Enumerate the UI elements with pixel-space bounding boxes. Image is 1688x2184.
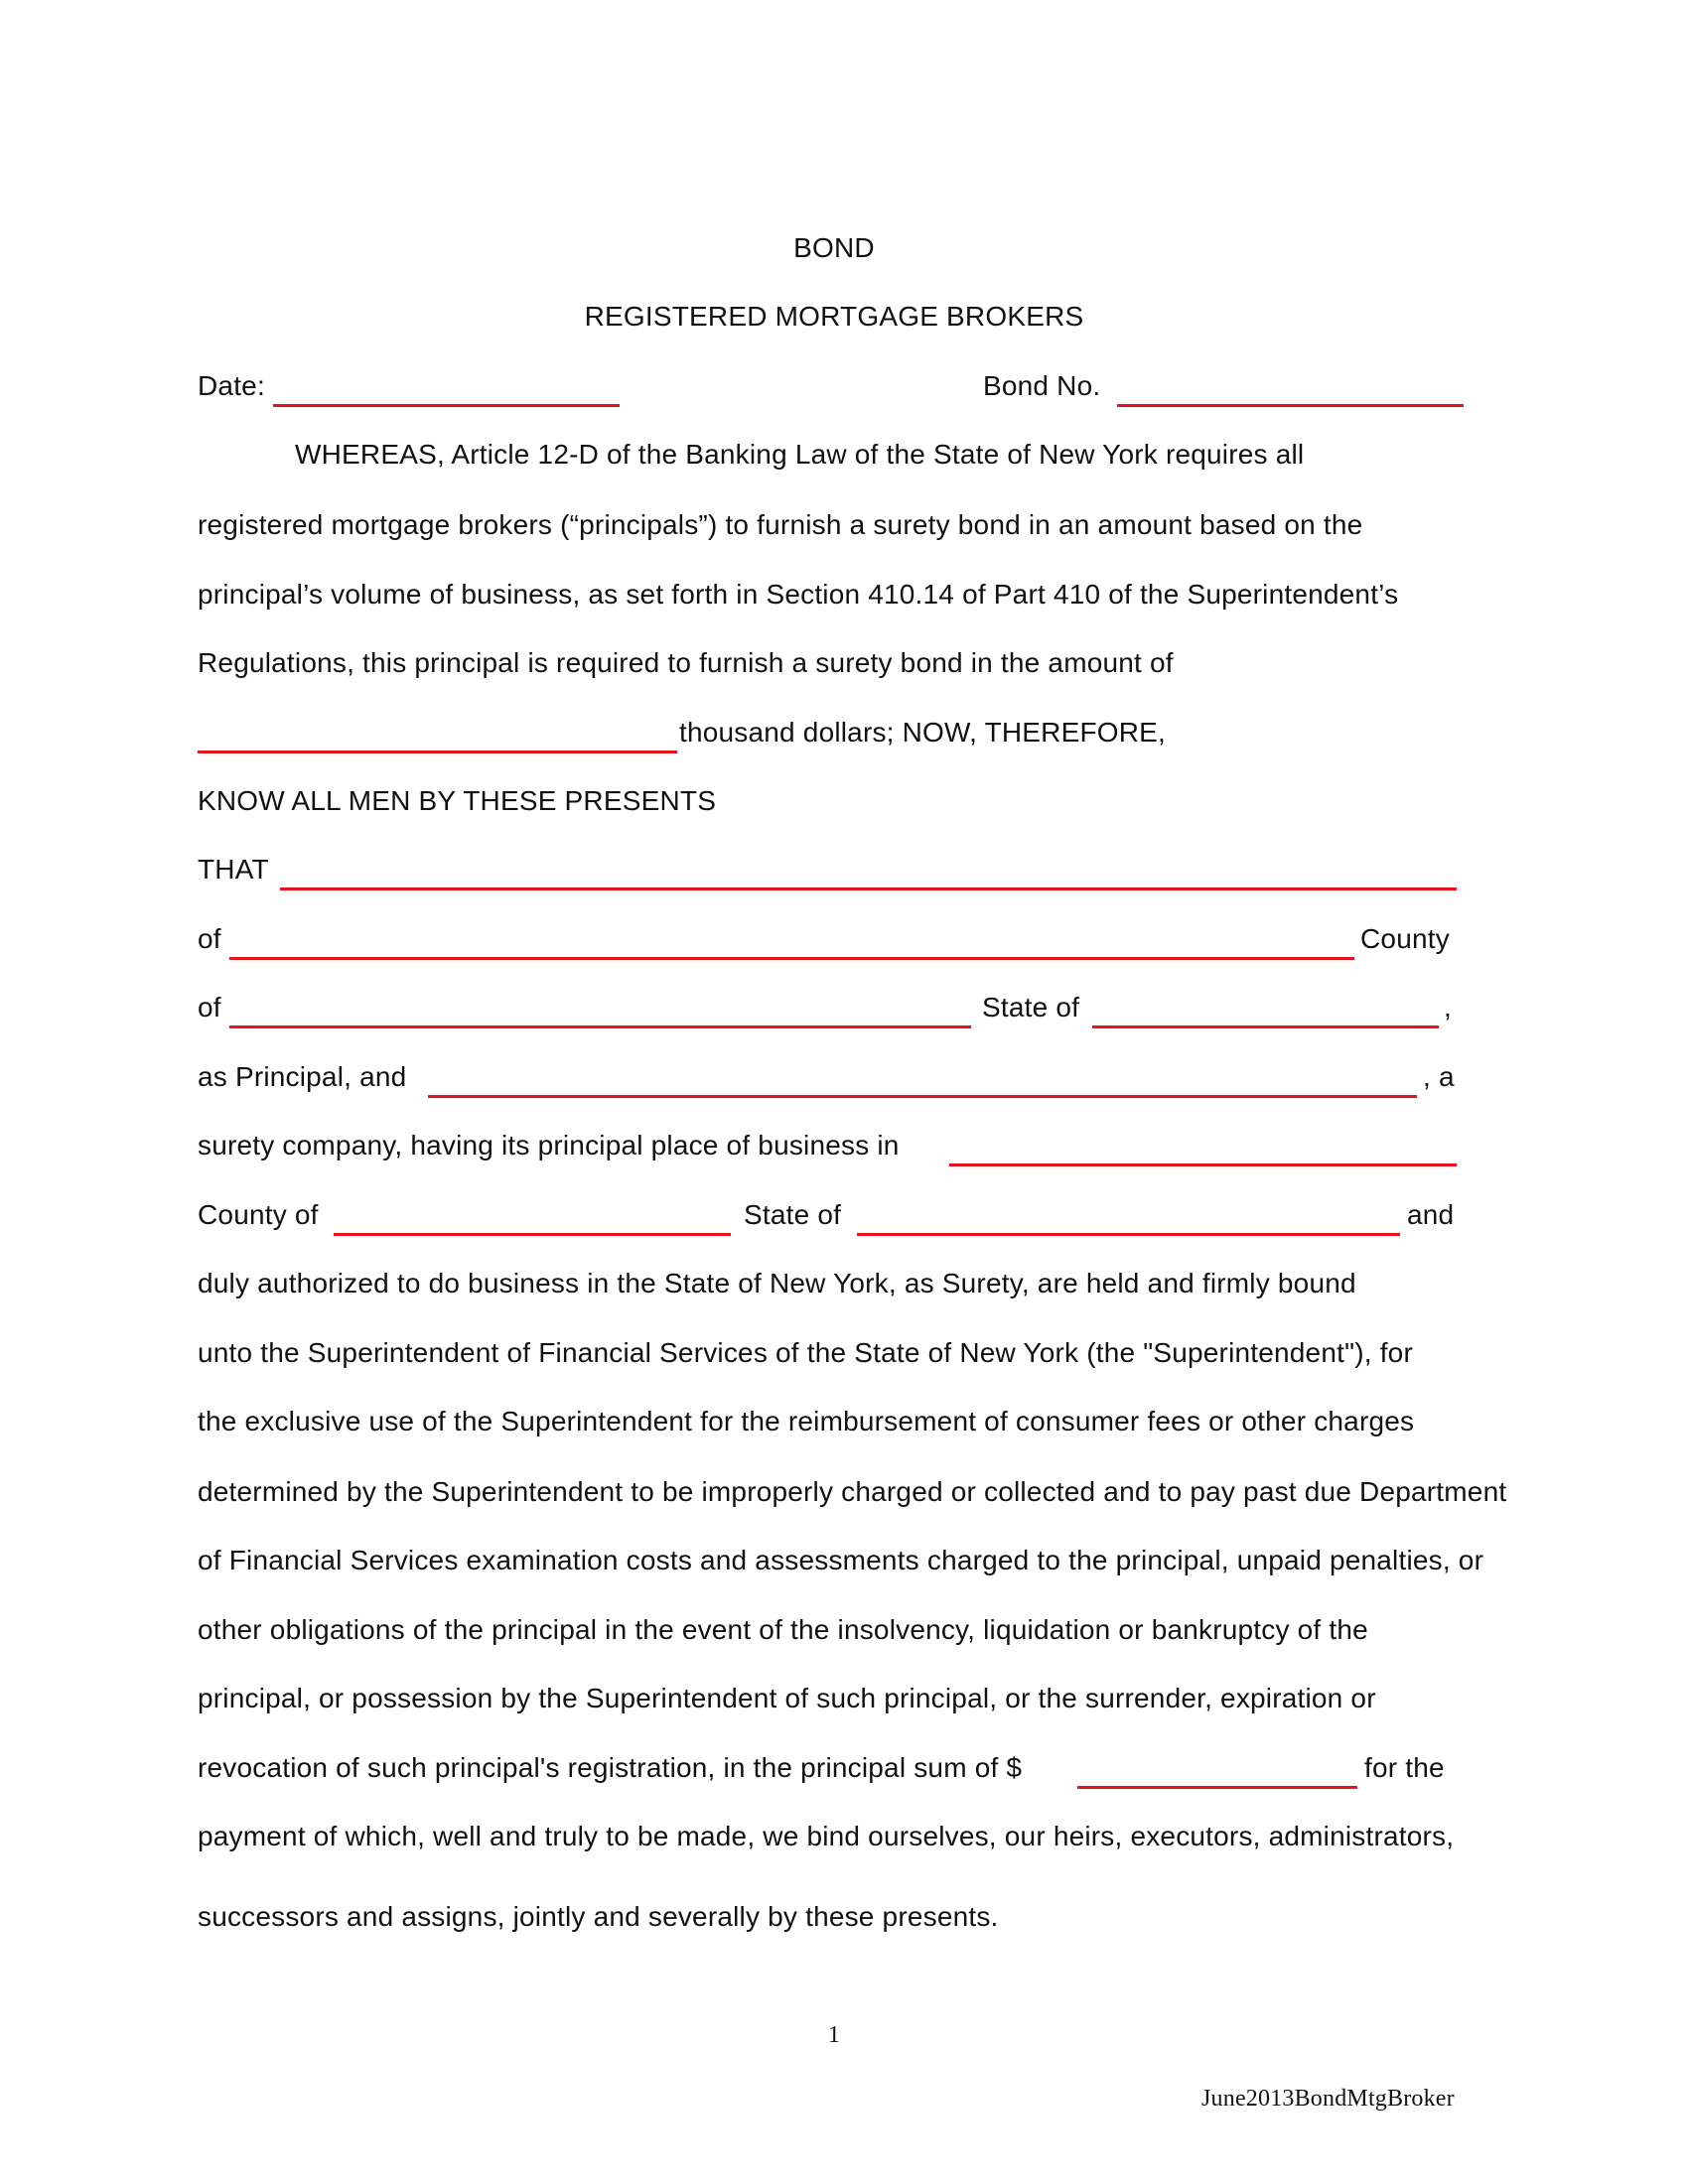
page-number: 1 <box>827 2022 841 2048</box>
body-line: principal’s volume of business, as set forth in Section 410.14 of Part 410 of the Superintendent’s <box>198 579 1399 610</box>
body-line: WHEREAS, Article 12-D of the Banking Law of the State of New York requires all <box>295 439 1305 470</box>
comma-a: , a <box>1423 1061 1455 1092</box>
body-line: successors and assigns, jointly and severally by these presents. <box>198 1901 999 1932</box>
body-line: Regulations, this principal is required to furnish a surety bond in the amount of <box>198 647 1174 678</box>
body-line: registered mortgage brokers (“principals”) to furnish a surety bond in an amount based on the <box>198 509 1363 540</box>
bond-amount-field[interactable] <box>198 751 677 753</box>
date-label: Date: <box>198 370 265 401</box>
of-label: of <box>198 923 221 954</box>
state-of-label: State of <box>982 992 1080 1023</box>
body-line: principal, or possession by the Superintendent of such principal, or the surrender, expiration or <box>198 1683 1376 1713</box>
bond-no-field[interactable] <box>1117 404 1464 407</box>
and-label: and <box>1407 1199 1455 1230</box>
principal-address-field[interactable] <box>229 957 1354 960</box>
principal-county-field[interactable] <box>229 1025 971 1028</box>
surety-place-field[interactable] <box>949 1163 1457 1166</box>
comma: , <box>1444 992 1452 1023</box>
surety-state-field[interactable] <box>857 1233 1400 1236</box>
footer-code: June2013BondMtgBroker <box>1201 2086 1455 2112</box>
of-label: of <box>198 992 221 1023</box>
date-field[interactable] <box>273 404 620 407</box>
county-of-label: County of <box>198 1199 319 1230</box>
body-line: revocation of such principal's registration, in the principal sum of $ <box>198 1752 1023 1783</box>
body-line: duly authorized to do business in the State of New York, as Surety, are held and firmly bound <box>198 1268 1356 1298</box>
surety-name-field[interactable] <box>428 1095 1417 1098</box>
that-label: THAT <box>198 854 269 885</box>
principal-state-field[interactable] <box>1092 1025 1439 1028</box>
body-line: KNOW ALL MEN BY THESE PRESENTS <box>198 785 717 816</box>
body-line: of Financial Services examination costs and assessments charged to the principal, unpaid penalties, or <box>198 1545 1484 1575</box>
for-the-label: for the <box>1364 1752 1445 1783</box>
body-line: unto the Superintendent of Financial Services of the State of New York (the "Superintendent"), for <box>198 1337 1413 1368</box>
county-label: County <box>1360 923 1450 954</box>
document-subtitle: REGISTERED MORTGAGE BROKERS <box>584 301 1084 332</box>
document-title: BOND <box>793 232 875 263</box>
state-of-label: State of <box>744 1199 842 1230</box>
surety-county-field[interactable] <box>334 1233 731 1236</box>
body-line: payment of which, well and truly to be made, we bind ourselves, our heirs, executors, administrators, <box>198 1821 1455 1851</box>
principal-name-field[interactable] <box>280 887 1457 890</box>
principal-sum-field[interactable] <box>1077 1786 1357 1789</box>
surety-company-label: surety company, having its principal place of business in <box>198 1130 900 1160</box>
body-line: other obligations of the principal in the event of the insolvency, liquidation or bankruptcy of the <box>198 1614 1368 1645</box>
body-line: determined by the Superintendent to be improperly charged or collected and to pay past due Department <box>198 1476 1507 1507</box>
body-line: thousand dollars; NOW, THEREFORE, <box>679 717 1167 748</box>
as-principal-label: as Principal, and <box>198 1061 407 1092</box>
bond-no-label: Bond No. <box>983 370 1101 401</box>
body-line: the exclusive use of the Superintendent for the reimbursement of consumer fees or other charges <box>198 1406 1415 1436</box>
